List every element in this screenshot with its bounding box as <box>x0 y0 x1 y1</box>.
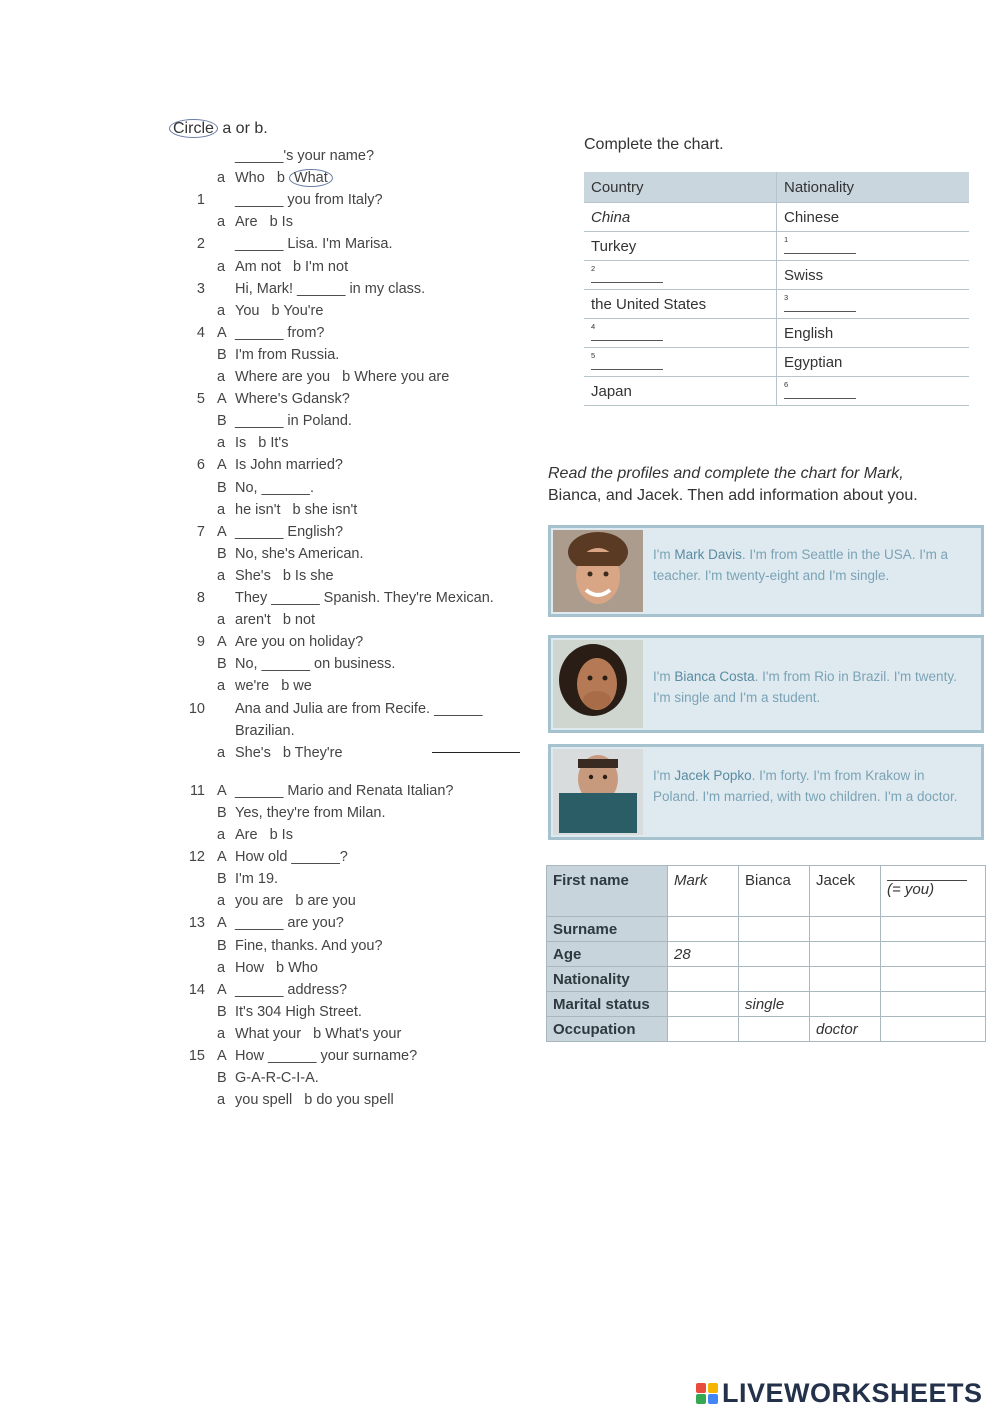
marital-bianca: single <box>739 992 810 1017</box>
option-b-label: b <box>269 827 282 843</box>
speaker-label: A <box>217 457 227 474</box>
answer-options[interactable] <box>217 568 334 584</box>
speaker-label: B <box>217 804 227 821</box>
question-line <box>217 347 339 363</box>
speaker-label: a <box>217 258 226 275</box>
profile-post: . I'm forty. I'm from Krakow in Poland. I'm married, with two children. I'm a doctor. <box>653 768 958 804</box>
question-number: 8 <box>196 590 205 606</box>
profile-name: Jacek Popko <box>674 768 752 783</box>
question-text: ______ address? <box>235 981 348 998</box>
option-b-label: b <box>295 893 308 910</box>
answer-options[interactable] <box>217 893 356 909</box>
name-bianca: Bianca <box>739 866 810 917</box>
cell[interactable] <box>739 967 810 992</box>
speaker-label: B <box>217 656 227 673</box>
speaker-label: a <box>217 678 226 695</box>
answer-options[interactable] <box>217 827 293 843</box>
profile-post: . I'm from Rio in Brazil. I'm twenty. I'm single and I'm a student. <box>653 669 957 705</box>
you-label: (= you) <box>887 881 935 898</box>
cell[interactable] <box>881 942 986 967</box>
answer-options[interactable] <box>217 502 357 518</box>
question-text: ______ in Poland. <box>235 413 352 430</box>
answer-options[interactable] <box>217 745 343 761</box>
blank-number: 6 <box>784 380 789 390</box>
country-header: Country <box>584 172 777 203</box>
speaker-label: B <box>217 1070 227 1087</box>
question-line <box>188 700 483 717</box>
option-a[interactable]: Are <box>235 214 258 231</box>
profiles-instruction <box>548 463 988 507</box>
question-line <box>196 236 393 253</box>
question-line <box>217 1004 362 1020</box>
cell[interactable] <box>810 942 881 967</box>
answer-blank[interactable] <box>784 235 856 254</box>
answer-options[interactable] <box>217 303 323 319</box>
profile-name: Bianca Costa <box>674 669 755 684</box>
liveworksheets-logo <box>696 1378 983 1409</box>
cell[interactable] <box>881 992 986 1017</box>
question-number: 2 <box>196 236 205 253</box>
answer-options[interactable] <box>217 612 315 628</box>
first-name-label: First name <box>547 866 668 917</box>
nationality-cell[interactable] <box>777 377 970 406</box>
country-cell: Turkey <box>584 232 777 261</box>
speaker-label: A <box>217 782 227 799</box>
question-line <box>196 192 383 209</box>
speaker-label: a <box>217 214 226 231</box>
option-a[interactable]: What your <box>235 1025 302 1042</box>
speaker-label: a <box>217 501 226 518</box>
question-line <box>188 915 344 932</box>
profile-post: . I'm from Seattle in the USA. I'm a teacher. I'm twenty-eight and I'm single. <box>653 547 949 583</box>
speaker-label: a <box>217 567 226 584</box>
answer-options[interactable] <box>217 435 288 451</box>
option-b[interactable]: Where you are <box>354 369 450 385</box>
blank-number: 5 <box>591 351 596 361</box>
question-line <box>217 656 395 672</box>
option-b-label: b <box>269 214 282 231</box>
speaker-label: a <box>217 302 226 319</box>
question-text: ______ Lisa. I'm Marisa. <box>235 236 393 253</box>
option-b[interactable]: I'm not <box>305 258 349 275</box>
option-a[interactable]: How <box>235 959 265 976</box>
question-line <box>217 871 278 887</box>
option-b[interactable]: do you spell <box>316 1092 394 1109</box>
speaker-label: a <box>217 959 226 976</box>
blank-number: 1 <box>784 235 789 245</box>
age-label: Age <box>547 942 668 967</box>
you-column[interactable] <box>881 866 986 917</box>
bianca-photo <box>553 640 643 728</box>
surname-label: Surname <box>547 917 668 942</box>
speaker-label: A <box>217 634 227 651</box>
complete-chart-title: Complete the chart. <box>584 136 724 153</box>
question-number: 12 <box>188 849 205 866</box>
cell[interactable] <box>881 917 986 942</box>
option-b[interactable]: What's your <box>325 1025 402 1042</box>
question-line <box>188 849 348 866</box>
cell[interactable] <box>668 967 739 992</box>
question-text: Brazilian. <box>235 722 295 739</box>
answer-blank[interactable] <box>784 380 856 399</box>
nationality-cell: Swiss <box>777 261 970 290</box>
option-b-label: b <box>281 678 294 695</box>
question-line <box>217 805 386 821</box>
option-b[interactable]: Is <box>281 214 293 231</box>
country-row <box>584 319 969 348</box>
speaker-label: a <box>217 1025 226 1042</box>
option-a[interactable]: aren't <box>235 612 271 629</box>
logo-text: LIVEWORKSHEETS <box>722 1378 983 1408</box>
speaker-label: B <box>217 413 227 430</box>
option-a[interactable]: we're <box>235 678 270 695</box>
country-cell: China <box>584 203 777 232</box>
speaker-label: A <box>217 981 227 998</box>
question-line <box>196 324 325 341</box>
question-text: Where's Gdansk? <box>235 391 350 408</box>
question-line <box>217 480 314 496</box>
option-a[interactable]: Are <box>235 827 258 843</box>
question-number: 6 <box>196 457 205 474</box>
speaker-label: a <box>217 612 226 629</box>
question-text: ______ from? <box>235 324 325 341</box>
circle-word: Circle <box>169 119 218 138</box>
nationality-label: Nationality <box>547 967 668 992</box>
answer-options[interactable] <box>217 678 312 694</box>
country-row <box>584 290 969 319</box>
question-text: No, ______. <box>235 479 315 496</box>
option-b[interactable]: she isn't <box>304 501 358 518</box>
option-b[interactable]: What <box>289 169 333 187</box>
country-chart <box>584 172 969 406</box>
country-row <box>584 203 969 232</box>
speaker-label: a <box>217 893 226 910</box>
name-jacek: Jacek <box>810 866 881 917</box>
question-line <box>196 634 364 651</box>
question-text: Fine, thanks. And you? <box>235 937 383 954</box>
question-line <box>188 981 348 998</box>
question-line <box>189 782 454 799</box>
option-b[interactable]: It's <box>270 435 289 452</box>
speaker-label: a <box>217 744 226 761</box>
question-number: 15 <box>188 1048 205 1064</box>
cell[interactable] <box>739 1017 810 1042</box>
answer-options[interactable] <box>217 1026 401 1042</box>
question-text: How old ______? <box>235 849 348 866</box>
profile-pre: I'm <box>653 547 675 562</box>
speaker-label: a <box>217 1092 226 1109</box>
question-number: 9 <box>196 634 205 651</box>
jacek-profile-text <box>653 765 969 807</box>
blank-number: 2 <box>591 264 596 274</box>
question-text: They ______ Spanish. They're Mexican. <box>235 590 494 606</box>
question-text: It's 304 High Street. <box>235 1003 362 1020</box>
country-row <box>584 377 969 406</box>
speaker-label: A <box>217 849 227 866</box>
speaker-label: B <box>217 871 227 888</box>
answer-options[interactable] <box>217 960 318 976</box>
option-b[interactable]: are you <box>307 893 356 910</box>
option-b[interactable]: You're <box>283 302 324 319</box>
question-number: 1 <box>196 192 205 209</box>
blank-number: 3 <box>784 293 789 303</box>
question-text: No, ______ on business. <box>235 656 396 673</box>
answer-options[interactable] <box>217 214 293 230</box>
speaker-label: a <box>217 170 226 187</box>
cell[interactable] <box>810 967 881 992</box>
speaker-label: a <box>217 827 226 843</box>
answer-blank[interactable] <box>591 351 663 370</box>
question-number: 4 <box>196 324 205 341</box>
option-a[interactable]: Where are you <box>235 369 331 385</box>
question-line <box>196 457 343 474</box>
option-a[interactable]: Who <box>235 170 265 187</box>
jacek-photo <box>553 749 643 835</box>
question-text: Is John married? <box>235 457 343 474</box>
option-a[interactable]: She's <box>235 567 271 584</box>
answer-options[interactable] <box>217 369 449 385</box>
speaker-label: B <box>217 545 227 562</box>
speaker-label: B <box>217 346 227 363</box>
answer-options[interactable] <box>217 1092 394 1108</box>
question-number: 10 <box>188 700 205 717</box>
question-text: ______ are you? <box>235 915 344 932</box>
cell[interactable] <box>668 992 739 1017</box>
speaker-label: a <box>217 369 226 385</box>
answer-options[interactable] <box>217 170 333 186</box>
country-row <box>584 261 969 290</box>
cell[interactable] <box>881 1017 986 1042</box>
question-number: 11 <box>189 782 205 799</box>
option-b-label: b <box>292 258 306 275</box>
question-line <box>217 148 374 164</box>
cell[interactable] <box>668 1017 739 1042</box>
option-b-label: b <box>258 435 271 452</box>
divider-line <box>432 752 520 753</box>
option-b-label: b <box>292 501 305 518</box>
circle-instruction <box>169 120 268 138</box>
cell[interactable] <box>739 917 810 942</box>
question-text: No, she's American. <box>235 545 364 562</box>
option-b[interactable]: They're <box>294 744 343 761</box>
bianca-profile-text <box>653 666 969 708</box>
question-text: Are you on holiday? <box>235 634 364 651</box>
mark-name: Mark <box>674 872 708 889</box>
speaker-label: B <box>217 479 227 496</box>
answer-blank[interactable] <box>784 293 856 312</box>
option-b[interactable]: not <box>294 612 316 629</box>
question-number: 5 <box>196 391 205 408</box>
option-a[interactable]: Is <box>235 435 247 452</box>
instruction-line-2: Bianca, and Jacek. Then add information about you. <box>548 487 918 504</box>
profile-pre: I'm <box>653 669 675 684</box>
question-line <box>196 280 426 297</box>
country-cell: the United States <box>584 290 777 319</box>
country-row <box>584 348 969 377</box>
age-mark: 28 <box>668 942 739 967</box>
question-line <box>217 1070 319 1086</box>
option-b[interactable]: Is <box>281 827 293 843</box>
cell[interactable] <box>739 942 810 967</box>
speaker-label: A <box>217 324 227 341</box>
question-line <box>196 391 350 408</box>
option-b-label: b <box>282 567 295 584</box>
question-line <box>188 1048 418 1064</box>
option-a[interactable]: You <box>235 302 260 319</box>
instruction-line-1: Read the profiles and complete the chart for Mark, <box>548 465 904 482</box>
question-number: 3 <box>196 280 205 297</box>
question-text: ______ Mario and Renata Italian? <box>235 782 454 799</box>
answer-blank[interactable] <box>591 264 663 283</box>
answer-options[interactable] <box>217 259 348 275</box>
cell[interactable] <box>881 967 986 992</box>
profile-card-jacek <box>548 744 984 840</box>
nationality-cell: Egyptian <box>777 348 970 377</box>
question-number: 14 <box>188 981 205 998</box>
speaker-label: a <box>217 435 226 452</box>
question-text: Yes, they're from Milan. <box>235 804 386 821</box>
cell[interactable] <box>810 992 881 1017</box>
cell[interactable] <box>668 917 739 942</box>
speaker-label: A <box>217 523 227 540</box>
country-row <box>584 232 969 261</box>
nationality-header: Nationality <box>777 172 970 203</box>
answer-blank[interactable] <box>591 322 663 341</box>
question-line <box>217 413 352 429</box>
question-text: ______ you from Italy? <box>235 192 383 209</box>
speaker-label: A <box>217 1048 227 1064</box>
country-cell[interactable] <box>584 319 777 348</box>
question-line <box>217 723 295 739</box>
option-b-label: b <box>276 959 289 976</box>
option-b-label: b <box>282 744 295 761</box>
option-b-label: b <box>282 612 295 629</box>
question-text: Hi, Mark! ______ in my class. <box>235 280 426 297</box>
option-b[interactable]: Is she <box>294 567 334 584</box>
question-text: I'm from Russia. <box>235 346 340 363</box>
nationality-cell: English <box>777 319 970 348</box>
profile-pre: I'm <box>653 768 675 783</box>
question-line <box>217 938 383 954</box>
question-text: Ana and Julia are from Recife. ______ <box>235 700 483 717</box>
profile-name: Mark Davis <box>674 547 742 562</box>
country-cell[interactable] <box>584 261 777 290</box>
question-line <box>196 523 344 540</box>
speaker-label: B <box>217 1003 227 1020</box>
cell[interactable] <box>810 917 881 942</box>
option-b-label: b <box>271 302 284 319</box>
logo-icon <box>696 1383 718 1405</box>
option-b-label: b <box>342 369 355 385</box>
country-cell: Japan <box>584 377 777 406</box>
name-mark <box>668 866 739 917</box>
option-b-label: b <box>313 1025 326 1042</box>
question-number: 13 <box>188 915 205 932</box>
country-cell[interactable] <box>584 348 777 377</box>
speaker-label: A <box>217 915 227 932</box>
instruction-rest: a or b. <box>217 120 268 137</box>
profile-card-mark <box>548 525 984 617</box>
question-text: ______'s your name? <box>235 148 375 164</box>
option-b[interactable]: Who <box>288 959 318 976</box>
question-text: G-A-R-C-I-A. <box>235 1070 319 1087</box>
nationality-cell[interactable] <box>777 290 970 319</box>
nationality-cell[interactable] <box>777 232 970 261</box>
option-a[interactable]: She's <box>235 744 271 761</box>
option-a[interactable]: you are <box>235 893 284 910</box>
occupation-jacek: doctor <box>810 1017 881 1042</box>
speaker-label: B <box>217 937 227 954</box>
option-a[interactable]: he isn't <box>235 501 281 518</box>
occupation-label: Occupation <box>547 1017 668 1042</box>
option-b[interactable]: we <box>293 678 312 695</box>
question-number: 7 <box>196 523 205 540</box>
question-text: ______ English? <box>235 523 344 540</box>
profile-card-bianca <box>548 635 984 733</box>
option-b-label: b <box>304 1092 317 1109</box>
option-a[interactable]: Am not <box>235 258 281 275</box>
mark-photo <box>553 530 643 612</box>
mark-profile-text <box>653 544 969 586</box>
question-line <box>196 590 494 606</box>
marital-status-label: Marital status <box>547 992 668 1017</box>
nationality-cell: Chinese <box>777 203 970 232</box>
speaker-label: A <box>217 391 227 408</box>
question-text: How ______ your surname? <box>235 1048 418 1064</box>
blank-number: 4 <box>591 322 596 332</box>
option-b-label: b <box>276 170 289 187</box>
question-text: I'm 19. <box>235 871 279 888</box>
personal-info-chart <box>546 865 986 1042</box>
option-a[interactable]: you spell <box>235 1092 293 1109</box>
question-line <box>217 546 364 562</box>
